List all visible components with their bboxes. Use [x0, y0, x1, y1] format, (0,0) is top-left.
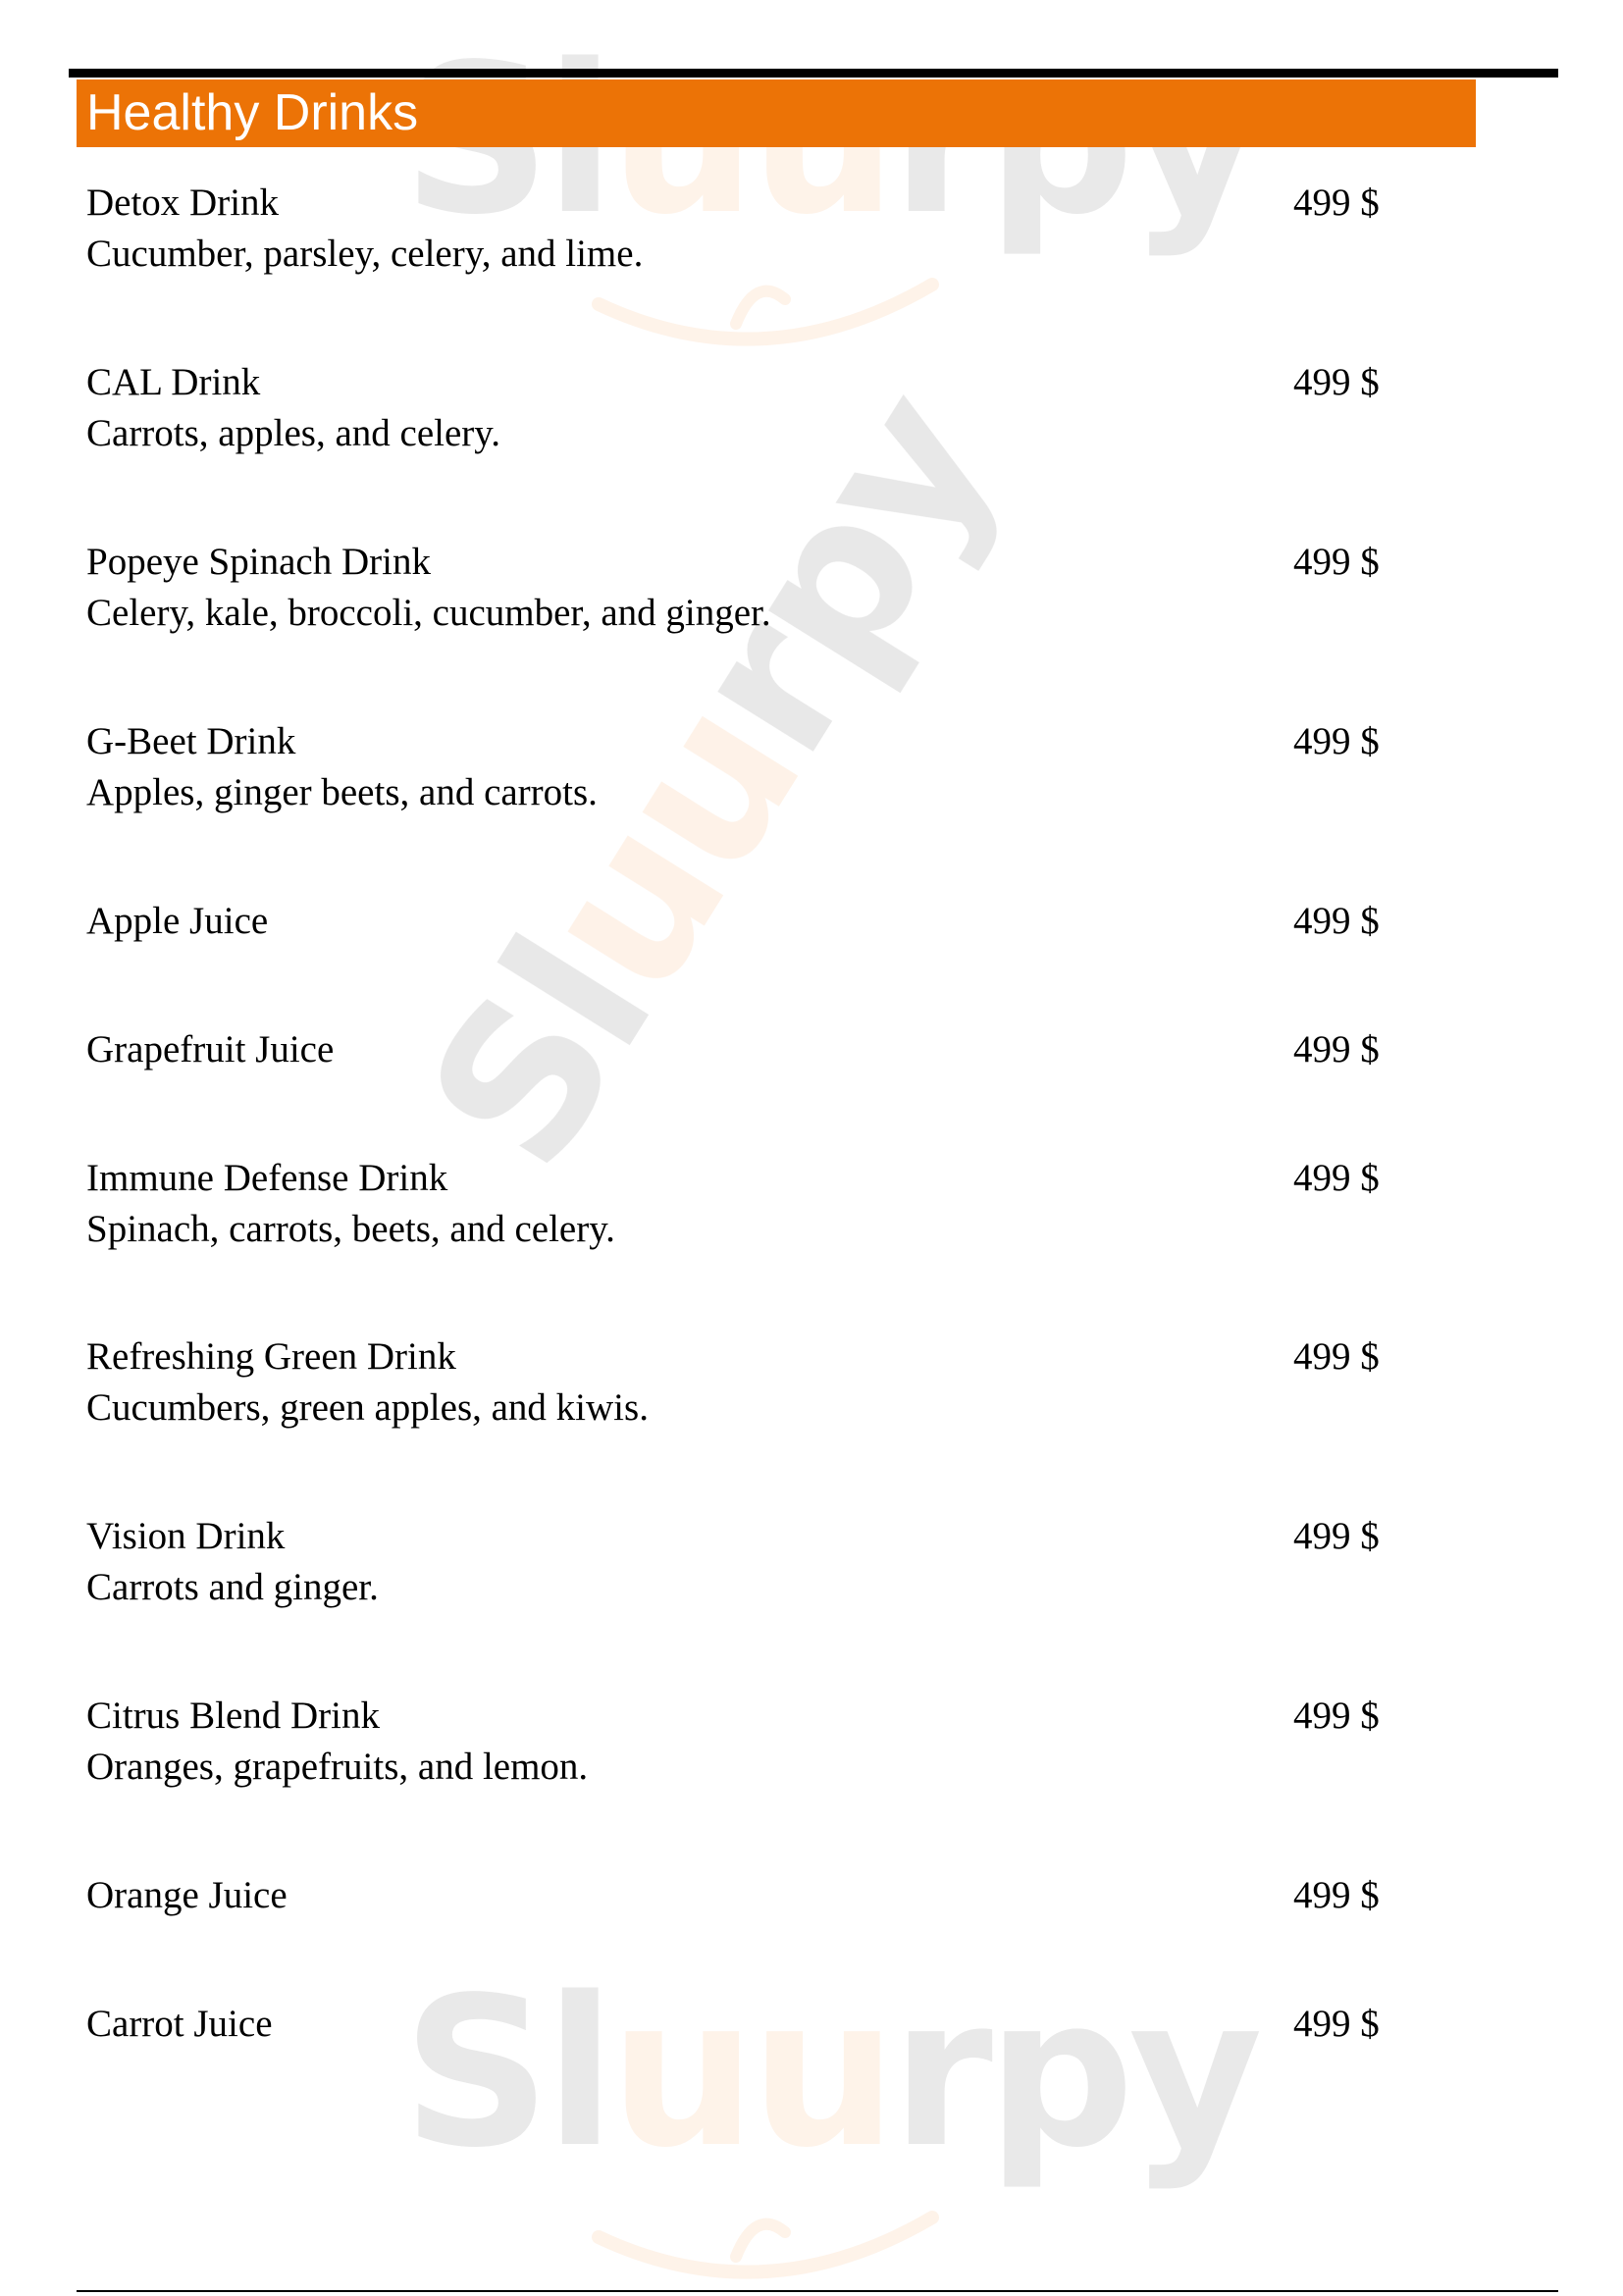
menu-item — [86, 178, 1411, 280]
item-name: Grapefruit Juice — [86, 1028, 335, 1070]
item-price: 499 $ — [1293, 361, 1380, 403]
watermark-middle: Sluurpy — [383, 354, 1040, 1207]
item-name: CAL Drink — [86, 361, 261, 403]
item-price: 499 $ — [1293, 720, 1380, 762]
item-name: Orange Juice — [86, 1874, 288, 1916]
item-price: 499 $ — [1293, 182, 1380, 224]
item-name: Apple Juice — [86, 900, 269, 942]
menu-item — [86, 896, 1411, 947]
item-price: 499 $ — [1293, 1335, 1380, 1378]
menu-item — [86, 1511, 1411, 1613]
item-name: Immune Defense Drink — [86, 1157, 448, 1199]
menu-item — [86, 537, 1411, 639]
menu-item — [86, 716, 1411, 818]
watermark-bottom: Sluurpy — [402, 1953, 1257, 2193]
item-description: Spinach, carrots, beets, and celery. — [86, 1208, 615, 1250]
item-description: Oranges, grapefruits, and lemon. — [86, 1746, 589, 1788]
item-description: Carrots and ginger. — [86, 1566, 379, 1608]
item-price: 499 $ — [1293, 1695, 1380, 1737]
item-price: 499 $ — [1293, 541, 1380, 583]
menu-item — [86, 1331, 1411, 1434]
item-description: Celery, kale, broccoli, cucumber, and ginger. — [86, 592, 771, 634]
item-description: Carrots, apples, and celery. — [86, 412, 500, 454]
item-name: Refreshing Green Drink — [86, 1335, 456, 1378]
menu-item — [86, 357, 1411, 459]
section-title: Healthy Drinks — [86, 84, 419, 141]
bottom-divider — [77, 2290, 1558, 2292]
item-description: Cucumbers, green apples, and kiwis. — [86, 1386, 649, 1429]
menu-item — [86, 1691, 1411, 1793]
item-price: 499 $ — [1293, 900, 1380, 942]
item-description: Apples, ginger beets, and carrots. — [86, 771, 598, 813]
item-price: 499 $ — [1293, 1874, 1380, 1916]
item-price: 499 $ — [1293, 1028, 1380, 1070]
item-description: Cucumber, parsley, celery, and lime. — [86, 233, 644, 275]
item-price: 499 $ — [1293, 2003, 1380, 2045]
item-price: 499 $ — [1293, 1157, 1380, 1199]
item-name: Vision Drink — [86, 1515, 286, 1557]
section-header — [77, 79, 1476, 147]
item-name: Carrot Juice — [86, 2003, 273, 2045]
item-name: Citrus Blend Drink — [86, 1695, 380, 1737]
menu-item — [86, 1024, 1411, 1075]
menu-item — [86, 1870, 1411, 1921]
item-name: Popeye Spinach Drink — [86, 541, 431, 583]
menu-item — [86, 1999, 1411, 2050]
menu-item — [86, 1153, 1411, 1255]
top-divider — [69, 69, 1558, 78]
item-price: 499 $ — [1293, 1515, 1380, 1557]
item-name: Detox Drink — [86, 182, 280, 224]
item-name: G-Beet Drink — [86, 720, 296, 762]
watermark-swirl-icon — [589, 2178, 942, 2296]
